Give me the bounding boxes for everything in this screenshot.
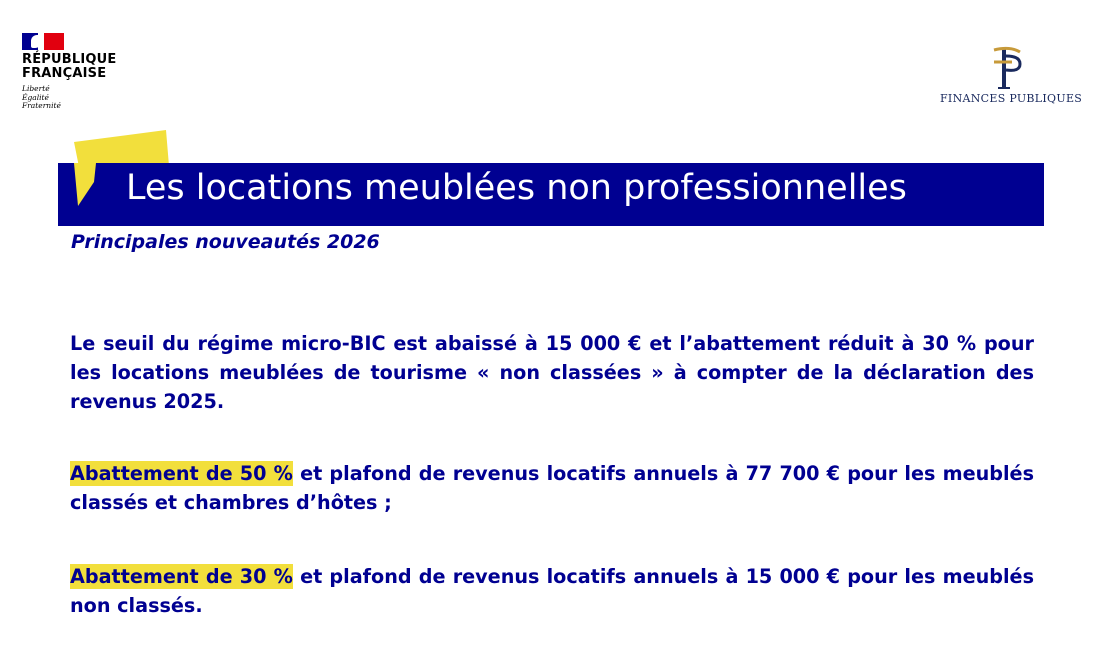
paragraph-meubles-non-classes	[70, 562, 1034, 620]
republique-francaise-logo	[22, 33, 142, 111]
motto-egalite: Égalité	[22, 92, 49, 102]
paragraph-meubles-classes	[70, 459, 1034, 517]
paragraph-micro-bic: Le seuil du régime micro-BIC est abaissé à 15 000 € et l’abattement réduit à 30 % pour les locations meublées de tourisme « non classées » à compter de la déclaration des revenus 2025.	[70, 332, 1034, 413]
fp-label: FINANCES PUBLIQUES	[940, 92, 1083, 105]
paragraph2-text: et plafond de revenus locatifs annuels à 77 700 € pour les meublés classés et chambres d’hôtes ;	[70, 462, 1034, 514]
motto-fraternite: Fraternité	[22, 101, 61, 110]
page-subtitle: Principales nouveautés 2026	[71, 231, 380, 253]
page-title: Les locations meublées non professionnelles	[126, 168, 907, 208]
marianne-flag-icon	[22, 33, 64, 50]
rf-name-line1: RÉPUBLIQUE	[22, 52, 117, 67]
highlight-abattement-30: Abattement de 30 %	[70, 565, 293, 588]
rf-motto	[22, 85, 142, 111]
finances-publiques-logo	[940, 46, 1083, 105]
motto-liberte: Liberté	[22, 84, 50, 93]
paragraph3-text: et plafond de revenus locatifs annuels à 15 000 € pour les meublés non classés.	[70, 565, 1034, 617]
rf-name	[22, 53, 142, 81]
rf-name-line2: FRANÇAISE	[22, 66, 107, 81]
fp-monogram-icon	[980, 46, 1030, 90]
highlight-abattement-50: Abattement de 50 %	[70, 462, 293, 485]
